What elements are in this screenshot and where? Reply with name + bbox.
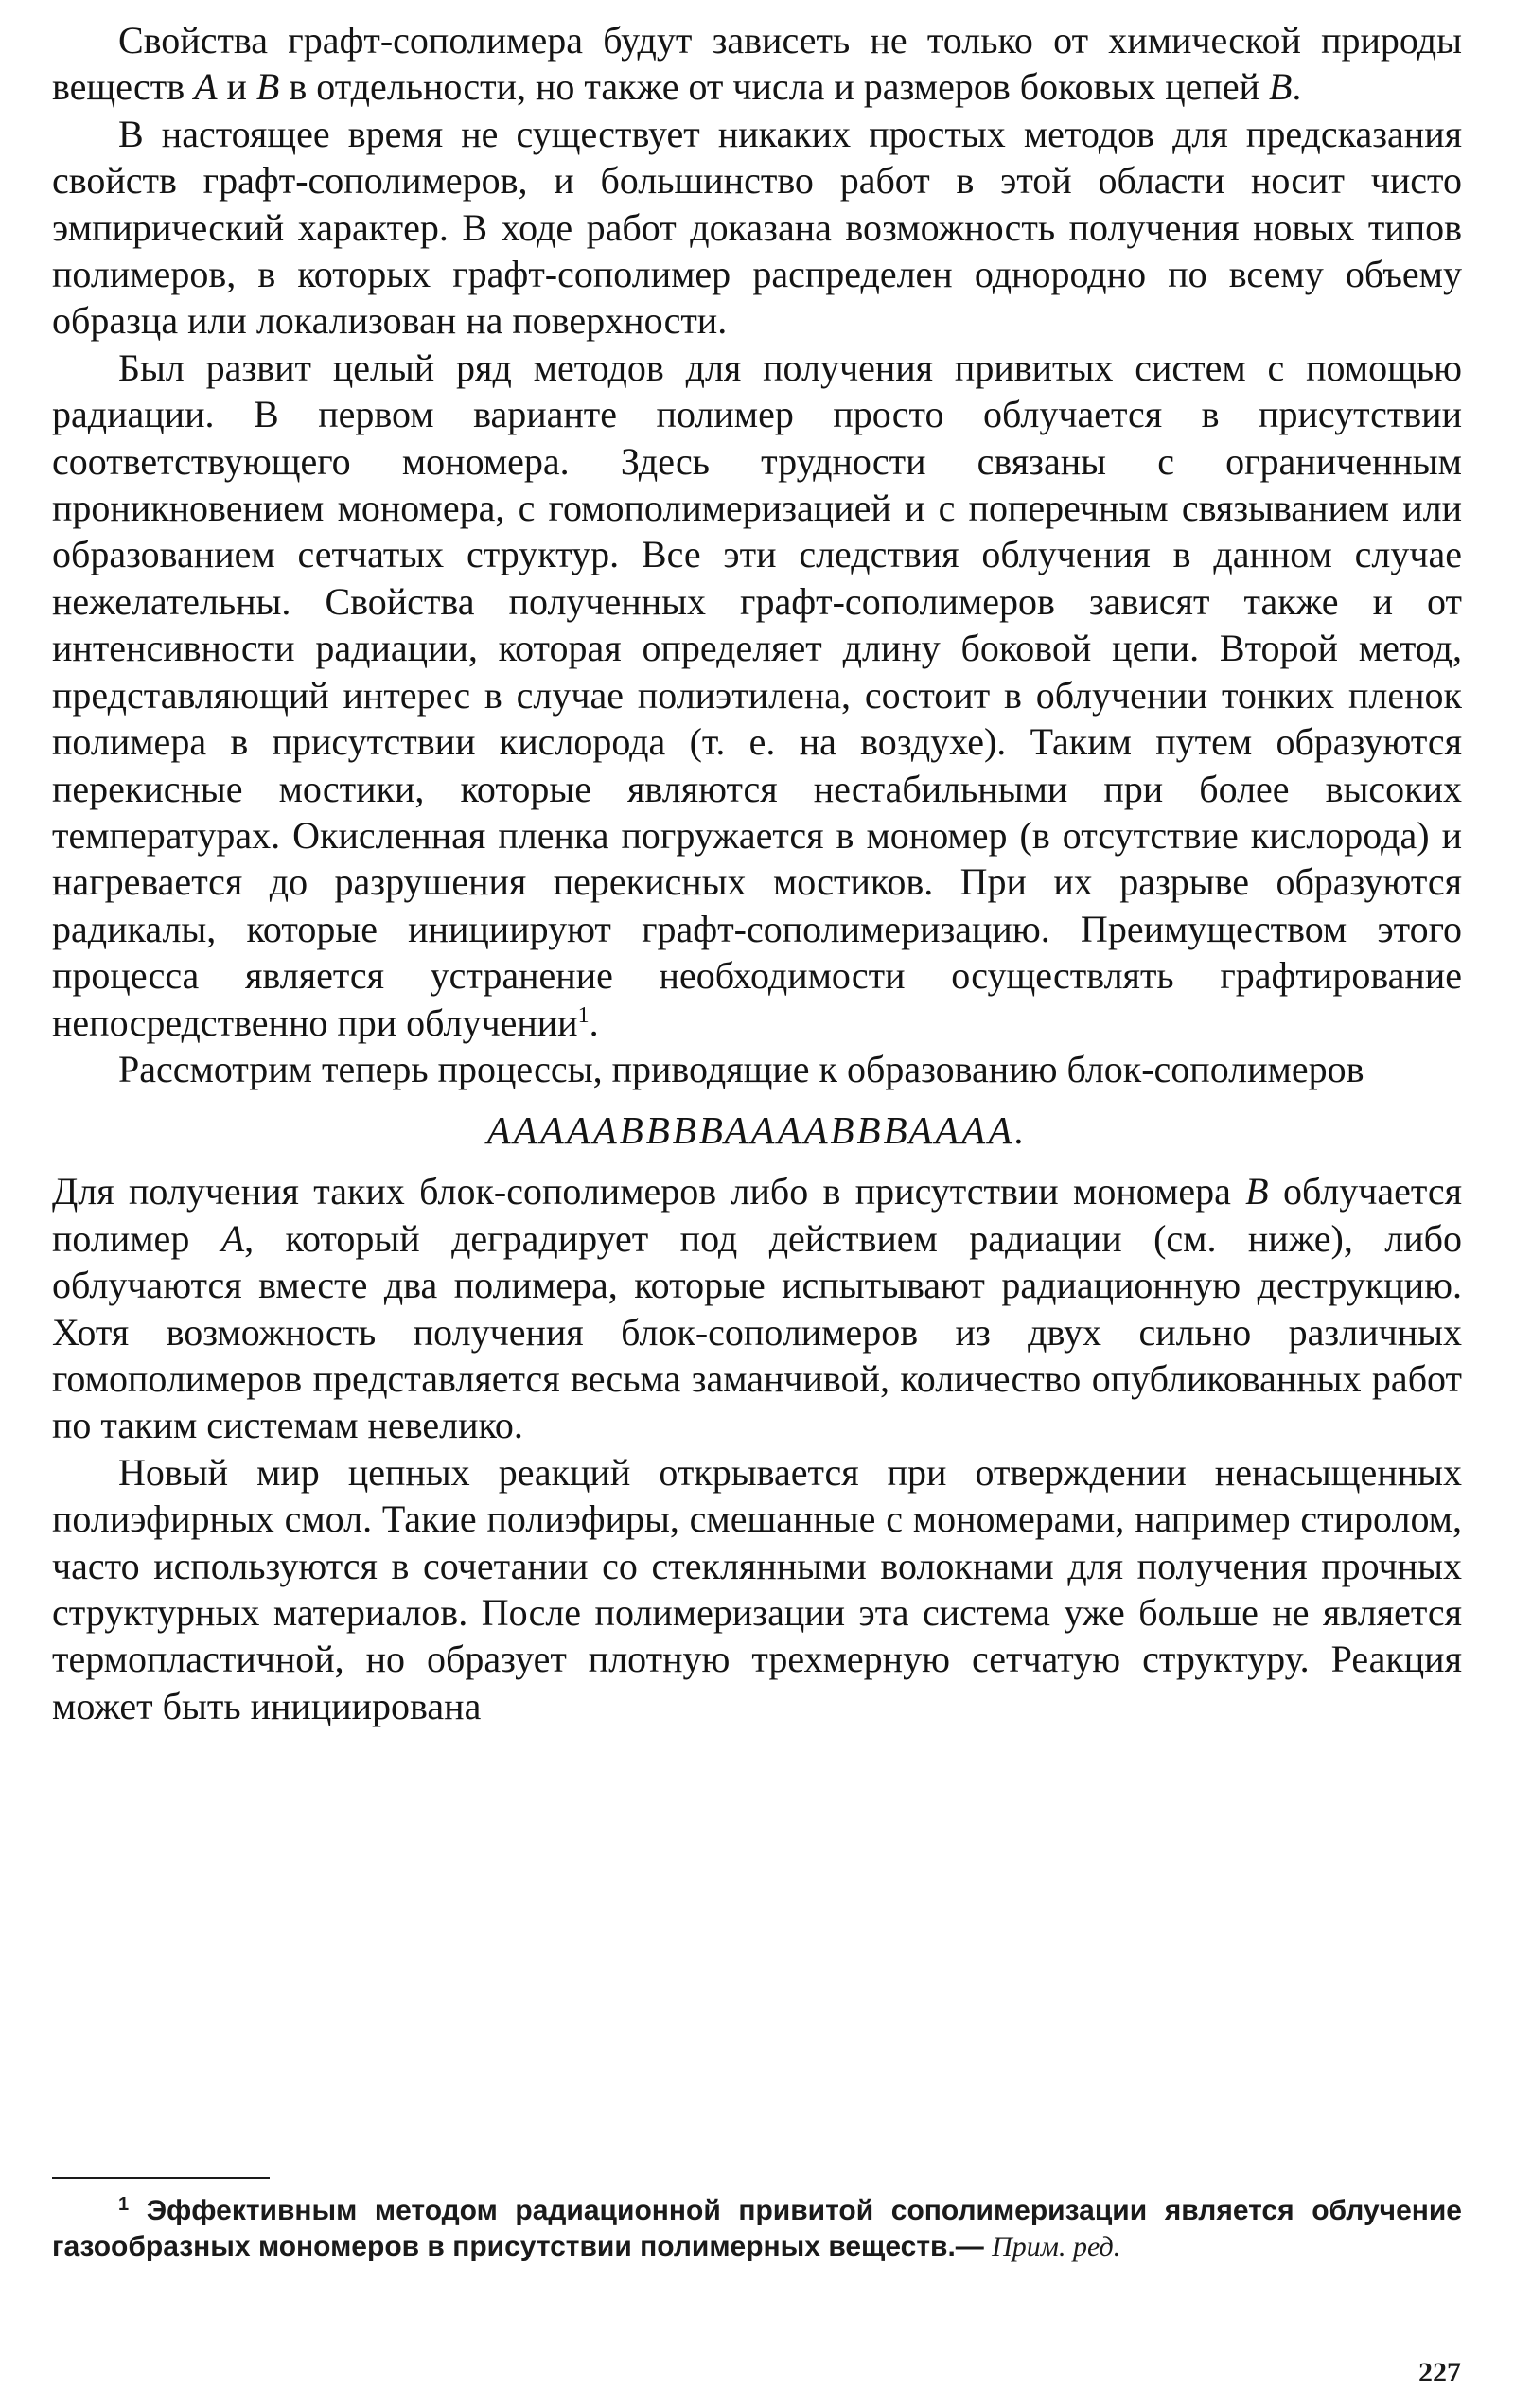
footnote-divider <box>52 2177 270 2179</box>
footnote <box>52 2193 1462 2265</box>
paragraph-3-end: . <box>589 1000 599 1044</box>
paragraph-1-text-d: . <box>1292 65 1302 109</box>
variable-b: В <box>255 65 280 109</box>
paragraph-5-text-a: Для получения таких блок-сополимеров либо в присутствии мономера <box>52 1170 1246 1213</box>
paragraph-5-text-c: , который деградирует под действием радиации (см. ниже), либо облучаются вместе два полимера, которые испытывают радиационную деструкцию. Хотя возможность получения блок-сополимеров из двух сильно различных гомополимеров представляется весьма заманчивой, количество опубликованных работ по таким системам невелико. <box>52 1216 1463 1447</box>
footnote-reference: 1 <box>577 1002 590 1028</box>
paragraph-1-text-a: Свойства графт-сополимера будут зависеть не только от химической природы веществ <box>52 19 1462 109</box>
editor-note-tag: Прим. ред. <box>992 2231 1121 2262</box>
paragraph-5 <box>52 1168 1462 1448</box>
footnote-text: Эффективным методом радиационной привитой сополимеризации является облучение газообразных мономеров в присутствии полимерных веществ.— <box>52 2195 1462 2262</box>
paragraph-5-text-b: облучается полимер <box>52 1170 1463 1260</box>
variable-b-3: В <box>1245 1170 1269 1213</box>
paragraph-1-text-c: в отдельности, но также от числа и размеров боковых цепей <box>279 65 1269 109</box>
paragraph-1-text-b: и <box>217 65 256 109</box>
paragraph-2: В настоящее время не существует никаких простых методов для предсказания свойств графт-сополимеров, и большинство работ в этой области носит чисто эмпирический характер. В ходе работ доказана возможность получения новых типов полимеров, в которых графт-сополимер распределен однородно по всему объему образца или локализован на поверхности. <box>52 112 1462 343</box>
page-number: 227 <box>1418 2357 1461 2388</box>
paragraph-4: Рассмотрим теперь процессы, приводящие к образованию блок-сополимеров <box>118 1047 1364 1090</box>
block-copolymer-formula: АААААВВВВААААВВВАААА. <box>486 1108 1028 1153</box>
variable-a-2: А <box>220 1216 245 1260</box>
paragraph-3-text: Был развит целый ряд методов для получения привитых систем с помощью радиации. В первом варианте полимер просто облучается в присутствии соответствующего мономера. Здесь трудности связаны с ограниченным проникновением мономера, с гомополимеризацией и с поперечным связыванием или образованием сетчатых структур. Все эти следствия облучения в данном случае нежелательны. Свойства полученных графт-сополимеров зависят также и от интенсивности радиации, которая определяет длину боковой цепи. Второй метод, представляющий интерес в случае полиэтилена, состоит в облучении тонких пленок полимера в присутствии кислорода (т. е. на воздухе). Таким путем образуются перекисные мостики, которые являются нестабильными при более высоких температурах. Окисленная пленка погружается в мономер (в отсутствие кислорода) и нагревается до разрушения перекисных мостиков. При их разрыве образуются радикалы, которые инициируют графт-сополимеризацию. Преимуществом этого процесса является устранение необходимости осуществлять графтирование непосредственно при облучении <box>52 345 1462 1044</box>
footnote-marker: 1 <box>118 2194 130 2215</box>
paragraph-6: Новый мир цепных реакций открывается при отверждении ненасыщенных полиэфирных смол. Такие полиэфиры, смешанные с мономерами, например стиролом, часто используются в сочетании со стеклянными волокнами для получения прочных структурных материалов. После полимеризации эта система уже больше не является термопластичной, но образует плотную трехмерную сетчатую структуру. Реакция может быть инициирована <box>52 1450 1462 1727</box>
paragraph-3 <box>52 345 1462 1046</box>
page-body <box>52 17 1462 1729</box>
paragraph-1 <box>52 17 1462 111</box>
variable-b-2: В <box>1268 65 1293 109</box>
variable-a: А <box>194 65 218 109</box>
